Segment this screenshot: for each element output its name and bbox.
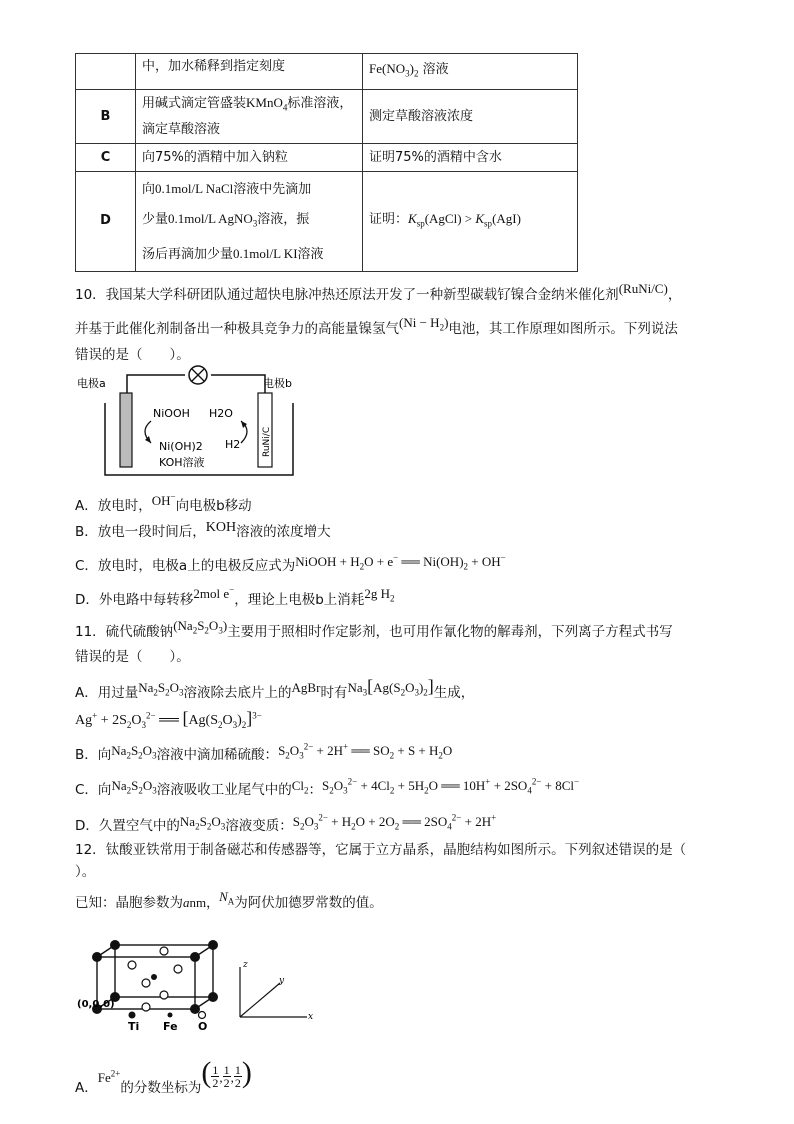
text: 已知：晶胞参数为 — [75, 895, 183, 911]
method-cell — [136, 54, 363, 90]
text: C．放电时，电极a上的电极反应式为 — [75, 558, 296, 574]
q11-option-c — [75, 778, 579, 800]
formula: AgBr — [291, 680, 321, 695]
formula: OH− — [151, 491, 176, 508]
coord-open: ( — [201, 1056, 212, 1089]
text: ，理论上电极b上消耗 — [234, 592, 365, 608]
text: 电池，其工作原理如图所示。下列说法 — [448, 321, 678, 337]
o-atom — [142, 1003, 150, 1011]
method-text: 汤后再滴加少量 — [142, 246, 234, 262]
text: 时有 — [320, 685, 348, 701]
o-atom — [160, 991, 168, 999]
method-cell: 向75%的酒精中加入钠粒 — [136, 144, 363, 172]
text: ， — [667, 287, 682, 303]
text: C．向 — [75, 782, 112, 798]
fraction — [234, 1064, 242, 1089]
fraction — [223, 1064, 231, 1089]
q12-line1: 12．钛酸亚铁常用于制备磁芯和传感器等，它属于立方晶系，晶胞结构如图所示。下列叙述错误的是（ — [75, 842, 687, 858]
text: 溶液中滴加稀硫酸： — [156, 747, 279, 763]
q10-line3: 错误的是（ ）。 — [75, 347, 190, 363]
text: 溶液除去底片上的 — [183, 685, 292, 701]
numerator: 1 — [223, 1062, 230, 1077]
fe-atom — [151, 974, 157, 980]
q11-option-a — [75, 676, 475, 703]
equation: $S_2O_3^{2-} + H_2O + 2O_2$ ══ $2SO_4^{2-} + 2H^+$ — [292, 812, 497, 832]
niooh-label: NiOOH — [153, 407, 190, 420]
ti-atom — [110, 940, 120, 950]
table-row — [76, 90, 578, 144]
formula: $N_A$ — [219, 889, 235, 907]
koh-label: KOH溶液 — [159, 456, 205, 469]
text: A． — [75, 1080, 98, 1096]
formula: KMnO$_4$ — [246, 95, 288, 113]
text: 主要用于照相时作定影剂，也可用作氰化物的解毒剂，下列离子方程式书写 — [227, 624, 673, 640]
method-text: 溶液 — [297, 246, 324, 262]
formula: $(Ni - H_2)$ — [399, 315, 449, 333]
q11-option-a-equation — [75, 708, 262, 730]
wire-right — [211, 375, 265, 393]
comma: , — [230, 1070, 234, 1085]
formula: 0.1mol/L NaCl — [155, 181, 234, 196]
h2o-label: H2O — [209, 407, 233, 420]
method-text: 用碱式滴定管盛装 — [142, 96, 247, 112]
formula: $Fe(NO_3)_2$ — [369, 61, 419, 79]
variable: a — [183, 895, 190, 910]
electrode-a-label: 电极a — [77, 377, 106, 390]
q11-option-b — [75, 743, 452, 765]
method-text: 中，加水稀释到指定刻度 — [142, 59, 286, 74]
table-row — [76, 172, 578, 272]
row-label: C — [76, 144, 136, 172]
table-row — [76, 54, 578, 90]
legend-fe-dot — [168, 1013, 173, 1018]
battery-diagram — [75, 365, 315, 480]
wire-left — [127, 375, 185, 393]
method-cell — [136, 90, 363, 144]
formula: $Cl_2$ — [291, 778, 309, 796]
formula: $(Na_2S_2O_3)$ — [173, 618, 228, 636]
method-text: 溶液中先滴加 — [233, 182, 312, 197]
formula: $Na_2S_2O_3$ — [111, 743, 157, 761]
text: B．放电一段时间后， — [75, 524, 206, 540]
purpose-cell: 测定草酸溶液浓度 — [363, 90, 578, 144]
ti-atom — [208, 992, 218, 1002]
formula: $Na_2S_2O_3$ — [111, 778, 157, 796]
x-label: x — [308, 1012, 314, 1022]
text: 为阿伏加德罗常数的值。 — [234, 895, 383, 911]
options-table — [75, 53, 578, 272]
table-row — [76, 144, 578, 172]
formula: NiOOH + $H_2O + e^-$ ══ $Ni(OH)_2 + OH^-$ — [295, 552, 506, 572]
legend-o: O — [198, 1020, 208, 1033]
text: D．久置空气中的 — [75, 818, 180, 834]
equation: $Ag^+ + 2S_2O_3^{2-}$ ══ $[Ag(S_2O_3)_2]^{3-}$ — [75, 708, 262, 730]
numerator: 1 — [234, 1062, 241, 1077]
ti-atom — [190, 952, 200, 962]
purpose-cell — [363, 172, 578, 272]
q10-option-c — [75, 554, 506, 576]
origin-label: (0,0,0) — [77, 999, 115, 1010]
runic-label: RuNi/C — [262, 426, 272, 457]
text: 11．硫代硫酸钠 — [75, 624, 174, 640]
denominator: 2 — [223, 1075, 230, 1090]
electrode-b-label: 电极b — [263, 377, 292, 390]
o-atom — [128, 961, 136, 969]
text: B．向 — [75, 747, 112, 763]
q10-line2 — [75, 317, 678, 339]
comma: , — [219, 1070, 223, 1085]
q10-line1 — [75, 283, 681, 303]
row-label: B — [76, 90, 136, 144]
purpose-cell — [363, 54, 578, 90]
y-axis — [240, 983, 280, 1017]
method-text: 少量 — [142, 212, 169, 227]
crystal-diagram — [75, 925, 320, 1033]
ti-atom — [190, 1004, 200, 1014]
y-label: y — [279, 976, 285, 986]
text: 并基于此催化剂制备出一种极具竞争力的高能量镍氢气 — [75, 321, 399, 337]
q11-option-d — [75, 814, 496, 836]
numerator: 1 — [212, 1062, 219, 1077]
z-label: z — [243, 960, 248, 970]
formula: 2g $H_2$ — [364, 586, 395, 604]
q10-option-a — [75, 491, 252, 514]
formula: $K_{sp}(AgCl) > K_{sp}(AgI)$ — [408, 211, 521, 229]
o-atom — [160, 947, 168, 955]
q12-line2: ）。 — [75, 864, 96, 880]
text: 的分数坐标为 — [120, 1080, 202, 1096]
method-text: 溶液，振 — [257, 212, 310, 227]
purpose-text: 溶液 — [422, 62, 449, 78]
h2-label: H2 — [225, 438, 241, 451]
purpose-text: 证明： — [369, 212, 409, 227]
text: nm， — [189, 895, 220, 910]
formula: 2mol e− — [193, 584, 235, 601]
q12-known — [75, 891, 383, 913]
text: A．用过量 — [75, 685, 139, 701]
legend-fe: Fe — [163, 1020, 178, 1033]
formula: $Na_3[Ag(S_2O_3)_2]$ — [347, 676, 434, 698]
axes — [240, 967, 307, 1017]
row-label — [76, 54, 136, 90]
q10-option-b — [75, 520, 331, 541]
q10-option-d — [75, 584, 395, 610]
ti-atom — [92, 952, 102, 962]
method-cell — [136, 172, 363, 272]
q11-line1 — [75, 620, 673, 642]
formula: 0.1mol/L AgNO$_3$ — [168, 211, 258, 229]
electrode-a — [120, 393, 132, 467]
q11-line2: 错误的是（ ）。 — [75, 649, 190, 665]
text: 10．我国某大学科研团队通过超快电脉冲热还原法开发了一种新型碳载钌镍合金纳米催化剂 — [75, 287, 619, 303]
denominator: 2 — [234, 1075, 241, 1090]
text: 溶液的浓度增大 — [236, 524, 331, 540]
o-atom — [142, 979, 150, 987]
formula: (RuNi/C) — [618, 281, 668, 296]
o-atom — [174, 965, 182, 973]
formula: $Na_2S_2O_3$ — [179, 814, 226, 832]
legend-ti-dot — [129, 1012, 136, 1019]
q12-option-a — [75, 1056, 252, 1101]
text: 生成， — [433, 685, 475, 701]
coord-close: ) — [241, 1056, 252, 1089]
legend-ti: Ti — [128, 1020, 140, 1033]
legend-o-dot — [199, 1012, 206, 1019]
text: ： — [308, 782, 323, 798]
text: 向电极b移动 — [175, 498, 252, 514]
method-text: 标准溶液，滴定草酸溶液 — [142, 96, 353, 137]
text: 溶液吸收工业尾气中的 — [156, 782, 292, 798]
row-label: D — [76, 172, 136, 272]
nioh2-label: Ni(OH)2 — [159, 440, 203, 453]
text: 溶液变质： — [225, 818, 293, 834]
text: D．外电路中每转移 — [75, 592, 194, 608]
denominator: 2 — [212, 1075, 219, 1090]
purpose-cell: 证明75%的酒精中含水 — [363, 144, 578, 172]
formula: $Fe^{2+}$ — [97, 1068, 121, 1085]
method-text: 向 — [142, 182, 156, 197]
equation: $S_2O_3^{2-} + 2H^+$ ══ $SO_2 + S + H_2O$ — [278, 741, 453, 761]
text: A．放电时， — [75, 498, 152, 514]
formula: KOH — [205, 520, 237, 535]
ti-atom — [208, 940, 218, 950]
formula: $Na_2S_2O_3$ — [138, 680, 184, 698]
equation: $S_2O_3^{2-} + 4Cl_2 + 5H_2O$ ══ $10H^+ + 2SO_4^{2-} + 8Cl^-$ — [322, 776, 580, 796]
formula: 0.1mol/L KI — [233, 245, 298, 261]
